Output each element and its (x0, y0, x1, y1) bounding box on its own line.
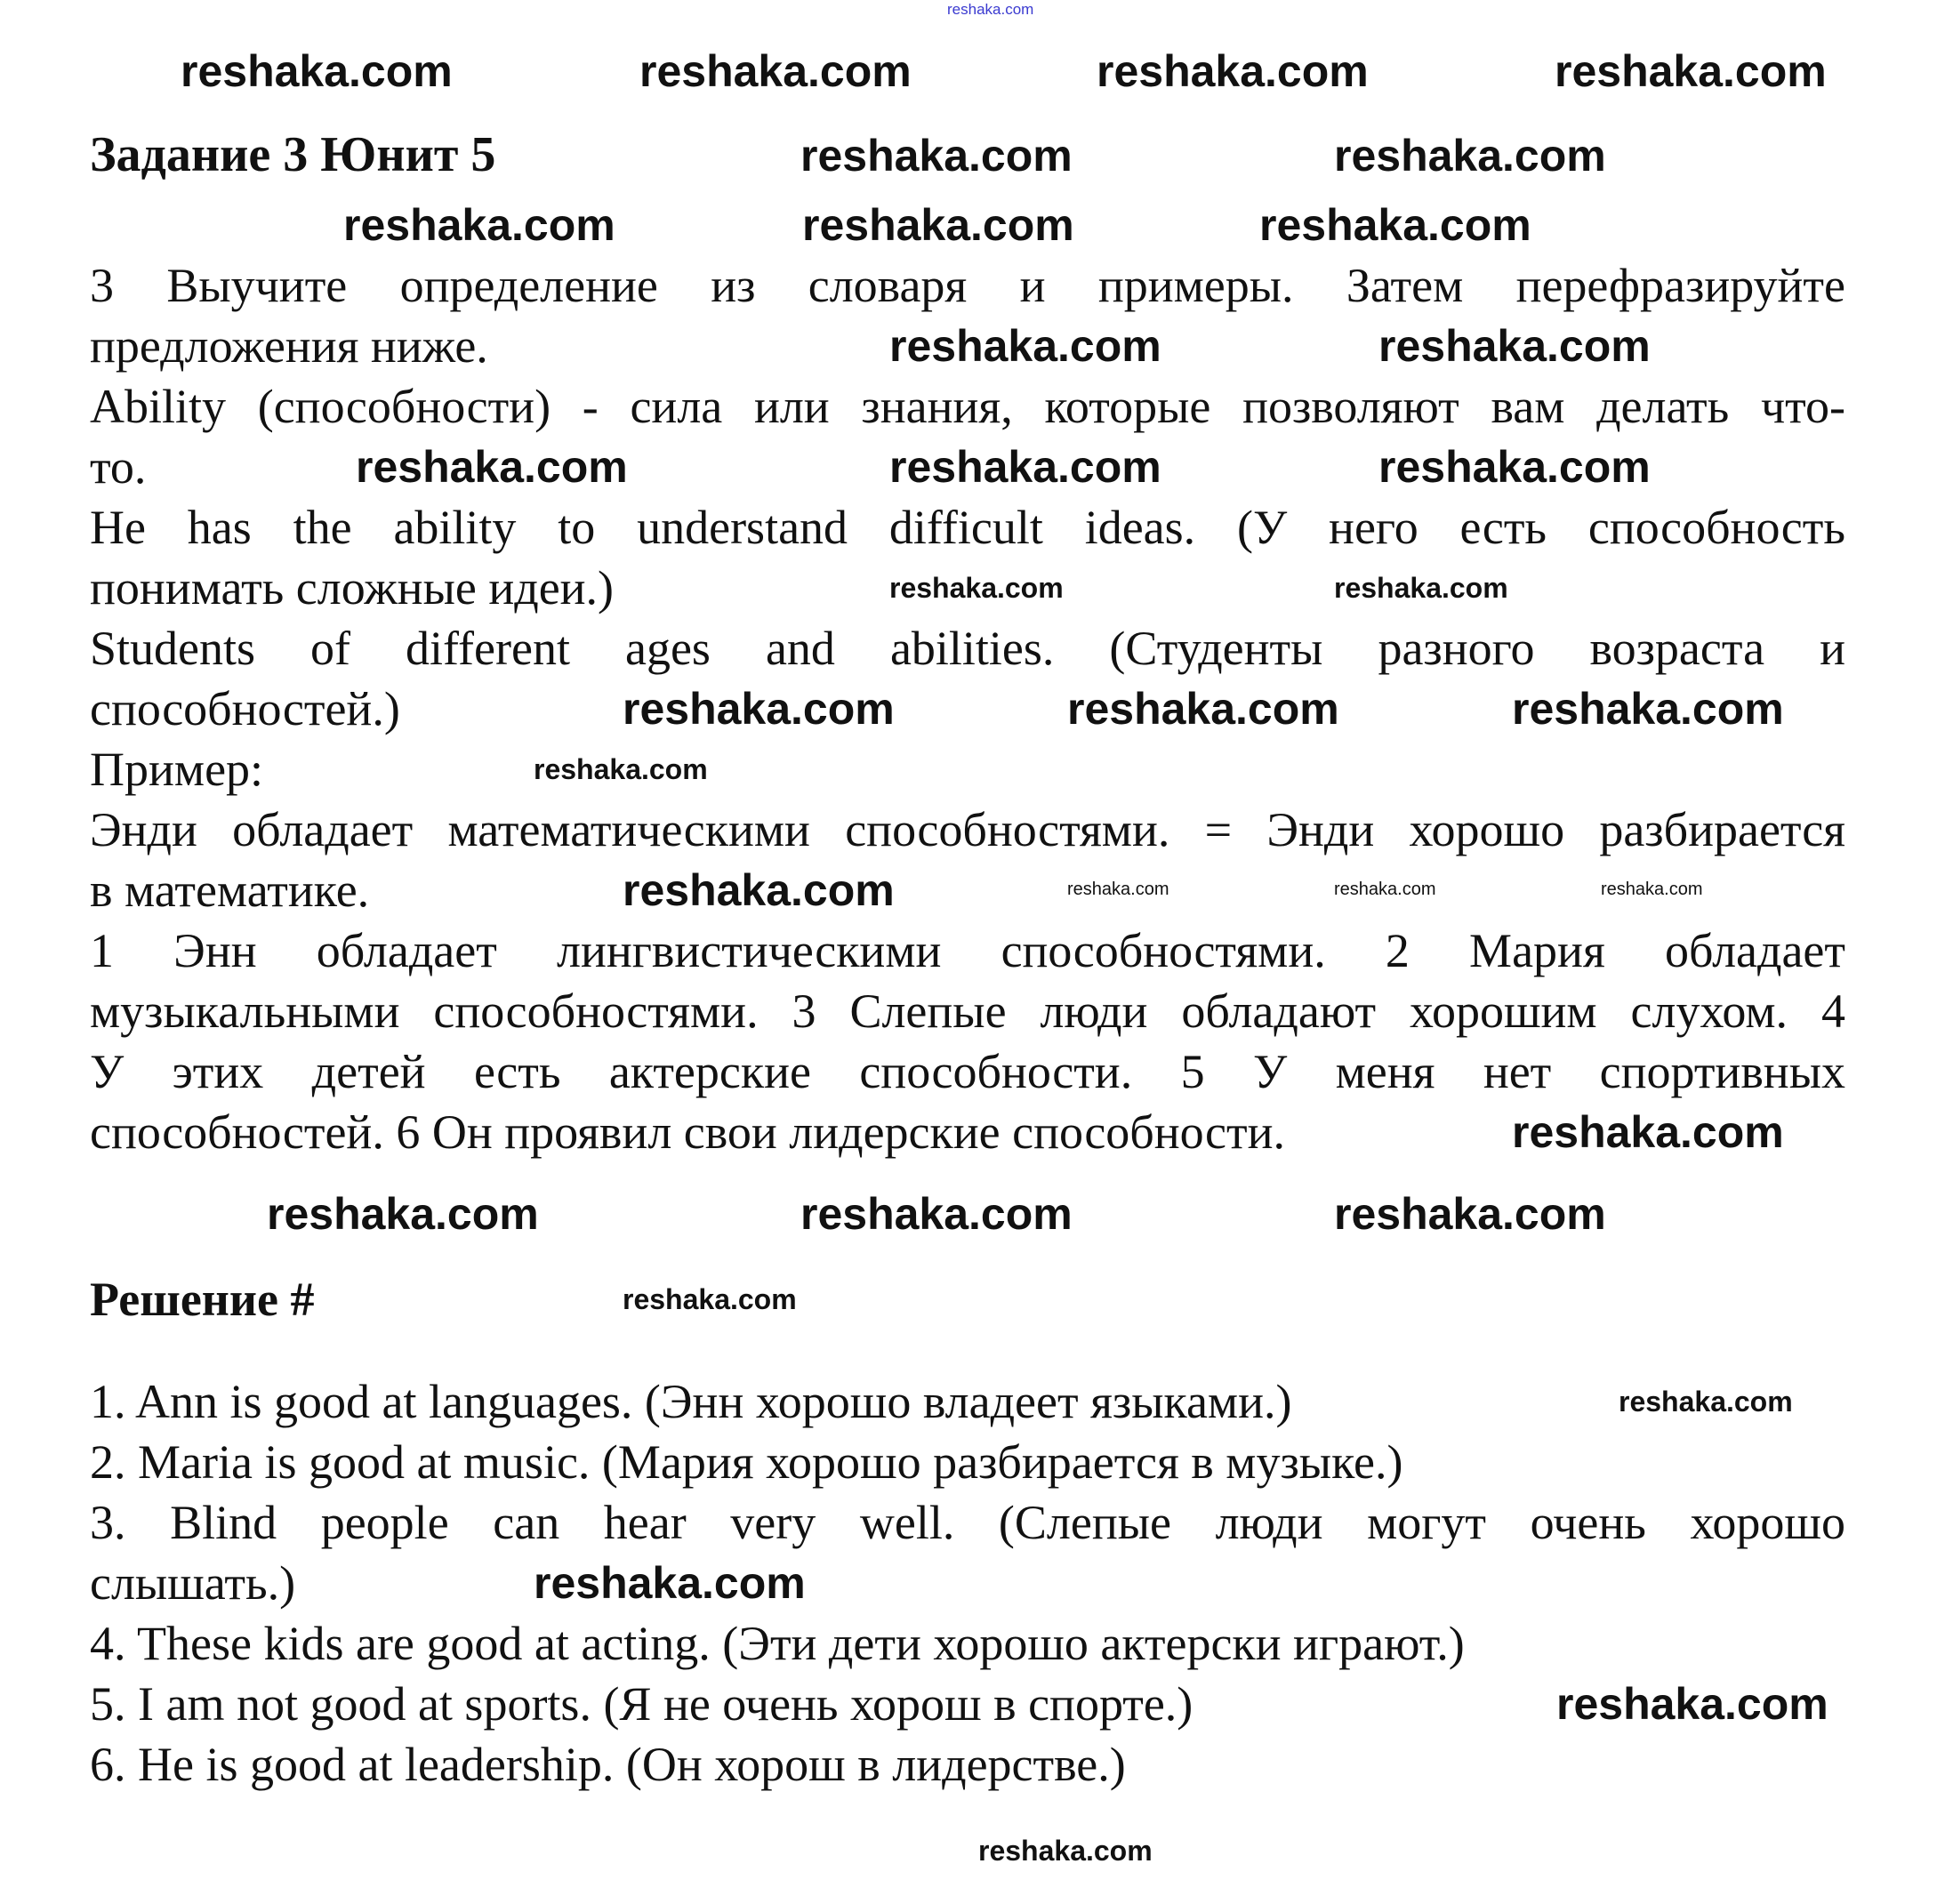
task-line: способностей. 6 Он проявил свои лидерские способности. (90, 1105, 1285, 1159)
solution-text (90, 1371, 1845, 1795)
page-title: Задание 3 Юнит 5 (90, 127, 496, 182)
solution-line: 2. Maria is good at music. (Мария хорошо разбирается в музыке.) (90, 1435, 1403, 1489)
watermark: reshaka.com (1334, 880, 1436, 899)
task-line: Ability (способности) - сила или знания, которые позволяют вам делать что- (90, 380, 1845, 433)
watermark: reshaka.com (343, 200, 615, 250)
task-line: в математике. (90, 864, 370, 917)
watermark: reshaka.com (1067, 684, 1339, 734)
watermark: reshaka.com (623, 865, 895, 915)
watermark: reshaka.com (623, 1283, 797, 1315)
task-line: то. (90, 440, 147, 494)
task-line: способностей.) (90, 682, 400, 735)
task-line: У этих детей есть актерские способности. 5 У меня нет спортивных (90, 1045, 1845, 1098)
watermark: reshaka.com (1555, 46, 1827, 96)
task-line: Students of different ages and abilities. (Студенты разного возраста и (90, 622, 1845, 675)
solution-line: 3. Blind people can hear very well. (Слепые люди могут очень хорошо (90, 1496, 1845, 1549)
watermark: reshaka.com (978, 1835, 1153, 1867)
watermark: reshaka.com (1067, 880, 1169, 899)
task-line: Энди обладает математическими способностями. = Энди хорошо разбирается (90, 803, 1845, 856)
watermark: reshaka.com (267, 1189, 539, 1239)
watermark: reshaka.com (1512, 684, 1784, 734)
watermark: reshaka.com (802, 200, 1074, 250)
solution-title: Решение # (90, 1273, 315, 1326)
solution-line: 1. Ann is good at languages. (Энн хорошо владеет языками.) (90, 1375, 1292, 1428)
watermark: reshaka.com (1259, 200, 1531, 250)
task-line: He has the ability to understand difficult ideas. (У него есть способность (90, 501, 1845, 554)
watermark: reshaka.com (889, 572, 1064, 604)
watermark: reshaka.com (534, 1558, 806, 1608)
solution-line: слышать.) (90, 1556, 296, 1610)
watermark: reshaka.com (1334, 131, 1606, 181)
watermark: reshaka.com (623, 684, 895, 734)
watermark: reshaka.com (181, 46, 453, 96)
task-line: 1 Энн обладает лингвистическими способностями. 2 Мария обладает (90, 924, 1845, 977)
solution-line: 6. He is good at leadership. (Он хорош в лидерстве.) (90, 1738, 1126, 1791)
task-line: понимать сложные идеи.) (90, 561, 615, 615)
watermark: reshaka.com (800, 131, 1073, 181)
task-line: предложения ниже. (90, 319, 488, 373)
solution-line: 4. These kids are good at acting. (Эти дети хорошо актерски играют.) (90, 1617, 1465, 1670)
watermark: reshaka.com (1556, 1679, 1828, 1729)
task-line: Пример: (90, 743, 264, 796)
watermark: reshaka.com (1512, 1107, 1784, 1157)
watermark: reshaka.com (800, 1189, 1073, 1239)
task-line: музыкальными способностями. 3 Слепые люди обладают хорошим слухом. 4 (90, 984, 1845, 1038)
watermark: reshaka.com (1619, 1386, 1793, 1418)
watermark: reshaka.com (356, 442, 628, 492)
watermark: reshaka.com (889, 442, 1161, 492)
watermark: reshaka.com (889, 321, 1161, 371)
watermark: reshaka.com (1097, 46, 1369, 96)
watermark-top[interactable]: reshaka.com (947, 1, 1034, 18)
watermark: reshaka.com (1334, 572, 1508, 604)
solution-line: 5. I am not good at sports. (Я не очень хорош в спорте.) (90, 1677, 1194, 1731)
watermark: reshaka.com (639, 46, 912, 96)
watermark: reshaka.com (1601, 880, 1703, 899)
watermark: reshaka.com (1378, 442, 1651, 492)
watermark: reshaka.com (1378, 321, 1651, 371)
watermark: reshaka.com (534, 753, 708, 785)
task-line: 3 Выучите определение из словаря и примеры. Затем перефразируйте (90, 259, 1845, 312)
watermark: reshaka.com (1334, 1189, 1606, 1239)
